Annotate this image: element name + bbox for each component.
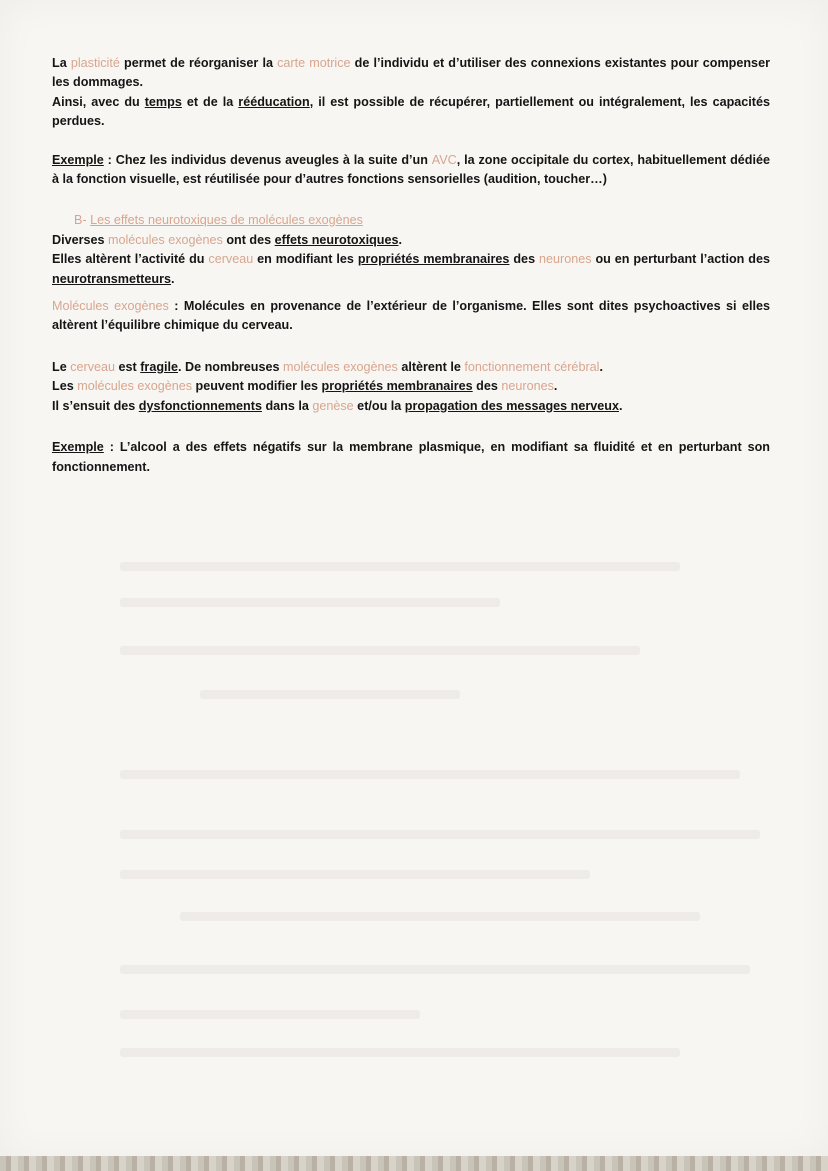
fragile-brain-line: Le cerveau est fragile. De nombreuses molécules exogènes altèrent le fonctionnement cérébral.: [52, 359, 603, 374]
highlight-avc: AVC: [431, 152, 457, 167]
definition-paragraph: Molécules exogènes : Molécules en provenance de l’extérieur de l’organisme. Elles sont dites psychoactives si elles altèrent l’équilibre chimique du cerveau.: [52, 299, 770, 333]
highlight-carte-motrice: carte motrice: [277, 56, 351, 70]
alteration-paragraph: Elles altèrent l’activité du cerveau en modifiant les propriétés membranaires des neurones ou en perturbant l’action des neurotransmetteurs.: [52, 252, 770, 286]
document-body: [52, 54, 770, 477]
example-label: Exemple: [52, 152, 104, 167]
example-alcohol-paragraph: Exemple : L’alcool a des effets négatifs sur la membrane plasmique, en modifiant sa fluidité et en perturbant son fonctionnement.: [52, 440, 770, 474]
show-through-line: [120, 870, 590, 879]
underline-reeducation: rééducation: [238, 94, 310, 109]
underline-temps: temps: [144, 94, 182, 109]
plasticity-paragraph: La plasticité permet de réorganiser la carte motrice de l’individu et d’utiliser des connexions existantes pour compenser les dommages.: [52, 56, 770, 90]
show-through-line: [200, 690, 460, 699]
highlight-plasticite: plasticité: [70, 56, 120, 70]
neurotoxic-intro: Diverses molécules exogènes ont des effets neurotoxiques.: [52, 232, 402, 247]
membrane-line: Les molécules exogènes peuvent modifier les propriétés membranaires des neurones.: [52, 379, 558, 394]
section-heading-b: B- Les effets neurotoxiques de molécules exogènes: [74, 213, 363, 228]
scan-bottom-edge: [0, 1156, 828, 1171]
dysfunction-line: Il s’ensuit des dysfonctionnements dans la genèse et/ou la propagation des messages nerveux.: [52, 398, 623, 413]
show-through-line: [120, 598, 500, 607]
recovery-paragraph: Ainsi, avec du temps et de la rééducation, il est possible de récupérer, partiellement ou intégralement, les capacités perdues.: [52, 94, 770, 129]
show-through-line: [180, 912, 700, 921]
show-through-line: [120, 562, 680, 571]
show-through-line: [120, 770, 740, 779]
section-heading-title: Les effets neurotoxiques de molécules exogènes: [90, 213, 363, 228]
show-through-line: [120, 830, 760, 839]
show-through-line: [120, 1010, 420, 1019]
show-through-line: [120, 1048, 680, 1057]
show-through-line: [120, 965, 750, 974]
example-label: Exemple: [52, 440, 104, 455]
show-through-line: [120, 646, 640, 655]
definition-term: Molécules exogènes: [52, 299, 169, 314]
example-avc-paragraph: Exemple : Chez les individus devenus aveugles à la suite d’un AVC, la zone occipitale du cortex, habituellement dédiée à la fonction visuelle, est réutilisée pour d’autres fonctions sensorielles (audition, toucher…): [52, 152, 770, 187]
